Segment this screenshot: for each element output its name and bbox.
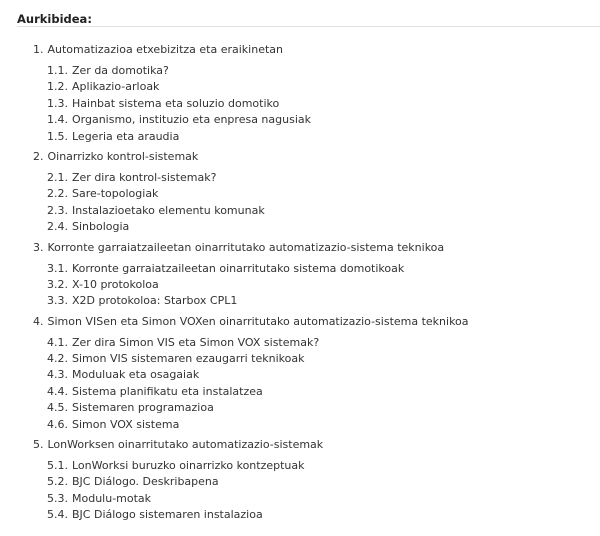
section-number: 3.1. <box>47 261 68 275</box>
section-number: 2.3. <box>47 203 68 217</box>
section-item[interactable] <box>47 79 600 95</box>
chapter-title[interactable] <box>33 437 600 453</box>
section-label: Legeria eta araudia <box>72 129 180 143</box>
section-list <box>33 170 600 236</box>
section-item[interactable] <box>47 367 600 383</box>
section-number: 2.2. <box>47 187 68 201</box>
chapter-title[interactable] <box>33 314 600 330</box>
section-list <box>33 458 600 524</box>
section-list <box>33 261 600 310</box>
section-number: 4.6. <box>47 417 68 431</box>
section-label: Sinbologia <box>72 220 130 234</box>
section-number: 1.5. <box>47 129 68 143</box>
section-label: X2D protokoloa: Starbox CPL1 <box>72 294 238 308</box>
chapter-title[interactable] <box>33 149 600 165</box>
table-of-contents <box>33 42 600 528</box>
chapter-4 <box>33 314 600 433</box>
section-item[interactable] <box>47 351 600 367</box>
section-label: Simon VOX sistema <box>72 417 180 431</box>
section-number: 2.4. <box>47 220 68 234</box>
section-label: BJC Diálogo sistemaren instalazioa <box>72 508 263 522</box>
section-label: X-10 protokoloa <box>72 277 159 291</box>
chapter-label: LonWorksen oinarritutako automatizazio-sistemak <box>47 438 324 452</box>
section-item[interactable] <box>47 491 600 507</box>
heading-divider <box>17 26 600 27</box>
section-item[interactable] <box>47 219 600 235</box>
chapter-title[interactable] <box>33 42 600 58</box>
section-item[interactable] <box>47 112 600 128</box>
section-label: Moduluak eta osagaiak <box>72 368 200 382</box>
section-item[interactable] <box>47 261 600 277</box>
section-number: 1.3. <box>47 96 68 110</box>
chapter-number: 2. <box>33 149 44 163</box>
section-number: 4.2. <box>47 352 68 366</box>
section-label: BJC Diálogo. Deskribapena <box>72 475 219 489</box>
section-item[interactable] <box>47 170 600 186</box>
section-item[interactable] <box>47 458 600 474</box>
chapter-3 <box>33 240 600 310</box>
section-number: 4.4. <box>47 384 68 398</box>
section-label: LonWorksi buruzko oinarrizko kontzeptuak <box>72 459 305 473</box>
toc-heading: Aurkibidea: <box>17 12 92 26</box>
section-item[interactable] <box>47 129 600 145</box>
section-item[interactable] <box>47 335 600 351</box>
section-item[interactable] <box>47 417 600 433</box>
section-number: 4.3. <box>47 368 68 382</box>
section-item[interactable] <box>47 186 600 202</box>
section-label: Sistemaren programazioa <box>72 401 214 415</box>
chapter-number: 1. <box>33 43 44 56</box>
section-item[interactable] <box>47 96 600 112</box>
section-label: Zer dira kontrol-sistemak? <box>72 170 217 184</box>
section-label: Hainbat sistema eta soluzio domotiko <box>72 96 280 110</box>
chapter-label: Korronte garraiatzaileetan oinarritutako automatizazio-sistema teknikoa <box>47 240 445 254</box>
section-number: 4.1. <box>47 335 68 349</box>
section-number: 5.1. <box>47 459 68 473</box>
chapter-label: Simon VISen eta Simon VOXen oinarritutako automatizazio-sistema teknikoa <box>47 314 469 328</box>
section-item[interactable] <box>47 384 600 400</box>
section-label: Instalazioetako elementu komunak <box>72 203 265 217</box>
section-label: Organismo, instituzio eta enpresa nagusiak <box>72 113 311 127</box>
section-number: 3.3. <box>47 294 68 308</box>
section-item[interactable] <box>47 507 600 523</box>
chapter-label: Automatizazioa etxebizitza eta eraikinetan <box>47 43 283 56</box>
section-label: Aplikazio-arloak <box>72 80 160 94</box>
chapter-1 <box>33 42 600 145</box>
chapter-title[interactable] <box>33 240 600 256</box>
section-item[interactable] <box>47 277 600 293</box>
section-number: 2.1. <box>47 170 68 184</box>
section-number: 3.2. <box>47 277 68 291</box>
section-list <box>33 63 600 145</box>
section-label: Modulu-motak <box>72 491 152 505</box>
chapter-number: 5. <box>33 438 44 452</box>
section-number: 1.1. <box>47 64 68 77</box>
chapter-label: Oinarrizko kontrol-sistemak <box>47 149 199 163</box>
section-list <box>33 335 600 433</box>
section-number: 4.5. <box>47 401 68 415</box>
section-item[interactable] <box>47 400 600 416</box>
chapter-5 <box>33 437 600 524</box>
section-label: Zer da domotika? <box>72 64 169 77</box>
section-label: Sare-topologiak <box>72 187 159 201</box>
section-label: Korronte garraiatzaileetan oinarritutako sistema domotikoak <box>72 261 405 275</box>
chapter-number: 4. <box>33 314 44 328</box>
section-number: 5.2. <box>47 475 68 489</box>
section-item[interactable] <box>47 203 600 219</box>
section-label: Sistema planifikatu eta instalatzea <box>72 384 263 398</box>
section-item[interactable] <box>47 63 600 79</box>
section-number: 1.2. <box>47 80 68 94</box>
chapter-number: 3. <box>33 240 44 254</box>
section-label: Zer dira Simon VIS eta Simon VOX sistemak? <box>72 335 320 349</box>
section-number: 1.4. <box>47 113 68 127</box>
chapter-2 <box>33 149 600 236</box>
section-number: 5.3. <box>47 491 68 505</box>
section-label: Simon VIS sistemaren ezaugarri teknikoak <box>72 352 305 366</box>
section-item[interactable] <box>47 293 600 309</box>
section-item[interactable] <box>47 474 600 490</box>
section-number: 5.4. <box>47 508 68 522</box>
